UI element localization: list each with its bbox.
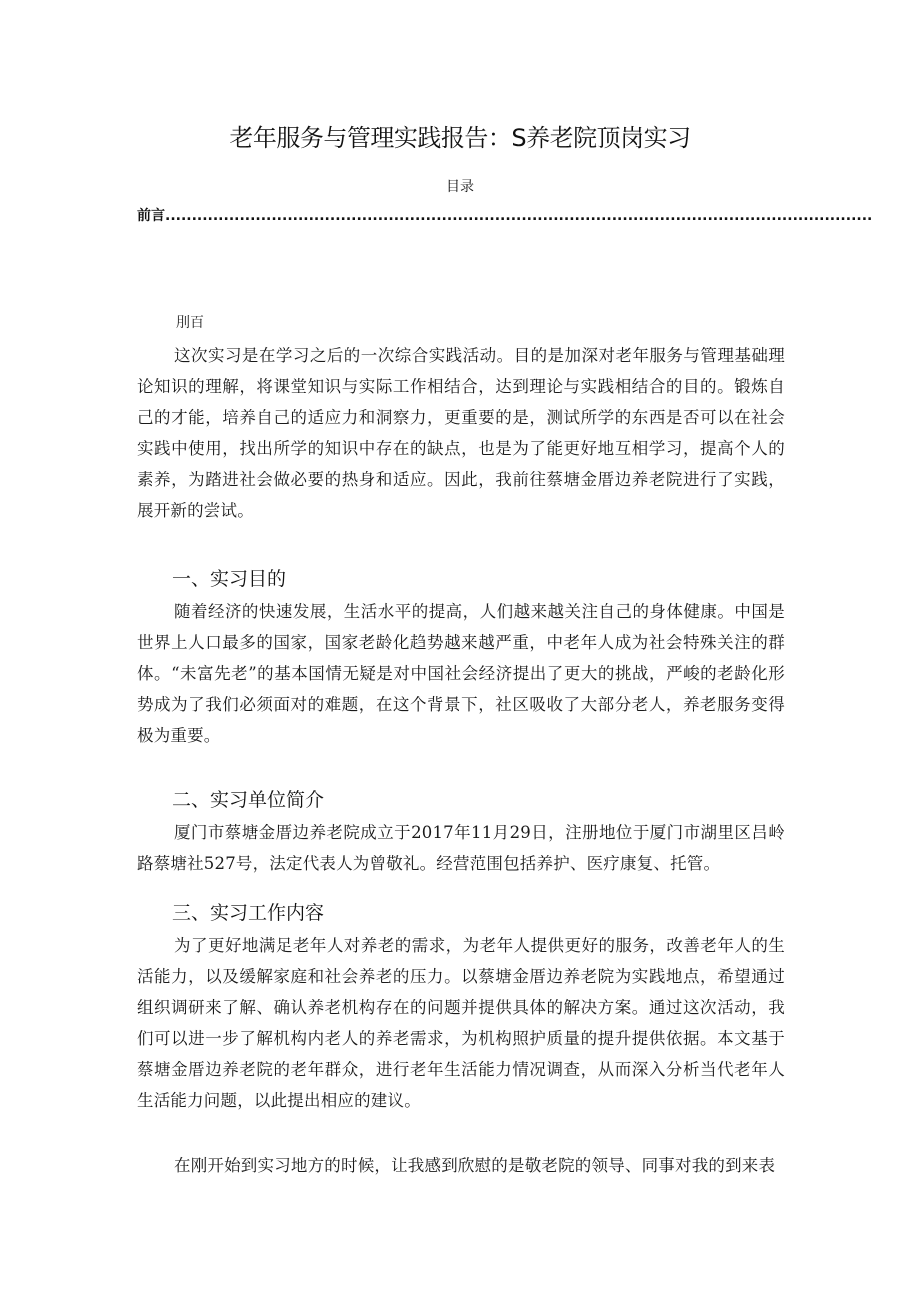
section-3-paragraph-2: 在刚开始到实习地方的时候，让我感到欣慰的是敬老院的领导、同事对我的到来表 (174, 1156, 776, 1175)
section-3-paragraph-1: 为了更好地满足老年人对养老的需求，为老年人提供更好的服务，改善老年人的生活能力，以及缓解家庭和社会养老的压力。以蔡塘金厝边养老院为实践地点，希望通过组织调研来了解、确认养老机构存在的问题并提供具体的解决方案。通过这次活动，我们可以进一步了解机构内老人的养老需求，为机构照护质量的提升提供依据。本文基于蔡塘金厝边养老院的老年群众，进行老年生活能力情况调查，从而深入分析当代老年人生活能力问题，以此提出相应的建议。 (137, 936, 785, 1110)
section-3-heading: 三、实习工作内容 (172, 902, 325, 924)
toc-entry-leader: ..................................................................................................................................... (165, 208, 873, 224)
foreword-heading: 刖百 (176, 315, 204, 331)
document-title: 老年服务与管理实践报告：S养老院顶岗实习 (229, 124, 691, 152)
toc-entry-label: 前言 (137, 208, 165, 224)
section-1-paragraph: 随着经济的快速发展，生活水平的提高，人们越来越关注自己的身体健康。中国是世界上人口最多的国家，国家老龄化趋势越来越严重，中老年人成为社会特殊关注的群体。“未富先老”的基本国情无疑是对中国社会经济提出了更大的挑战，严峻的老龄化形势成为了我们必须面对的难题，在这个背景下，社区吸收了大部分老人，养老服务变得极为重要。 (137, 602, 785, 745)
toc-heading: 目录 (446, 179, 474, 195)
section-2-paragraph: 厦门市蔡塘金厝边养老院成立于2017年11月29日，注册地位于厦门市湖里区吕岭路蔡塘社527号，法定代表人为曾敬礼。经营范围包括养护、医疗康复、托管。 (137, 823, 785, 873)
intro-paragraph: 这次实习是在学习之后的一次综合实践活动。目的是加深对老年服务与管理基础理论知识的理解，将课堂知识与实际工作相结合，达到理论与实践相结合的目的。锻炼自己的才能，培养自己的适应力和洞察力，更重要的是，测试所学的东西是否可以在社会实践中使用，找出所学的知识中存在的缺点，也是为了能更好地互相学习，提高个人的素养，为踏进社会做必要的热身和适应。因此，我前往蔡塘金厝边养老院进行了实践，展开新的尝试。 (137, 346, 785, 520)
toc-entry-foreword[interactable] (137, 205, 873, 225)
section-1-heading: 一、实习目的 (172, 568, 287, 590)
section-2-heading: 二、实习单位简介 (172, 789, 325, 811)
